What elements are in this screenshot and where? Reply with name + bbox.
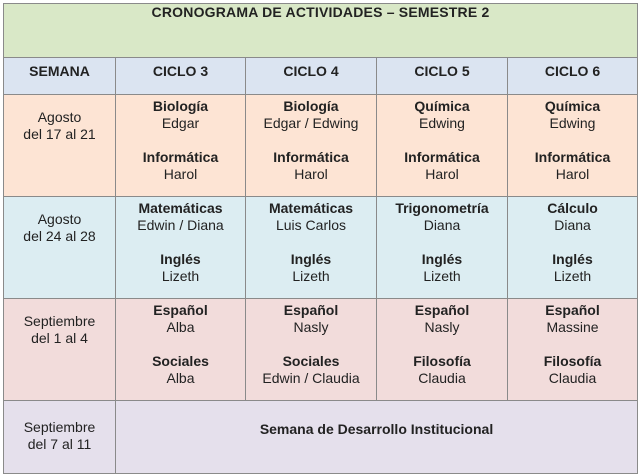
subject: Biología [152, 98, 209, 114]
cycle-cell [116, 197, 246, 299]
week-row-aug-17 [4, 95, 638, 197]
subject: Español [283, 302, 339, 318]
subject: Informática [404, 149, 480, 165]
teacher: Harol [294, 166, 328, 182]
cycle-cell [377, 197, 508, 299]
teacher: Lizeth [161, 268, 200, 284]
cycle-cell [508, 95, 638, 197]
header-ciclo-4: CICLO 4 [246, 58, 377, 95]
week-month: Septiembre [23, 419, 96, 435]
week-month: Agosto [37, 211, 82, 227]
header-ciclo-3: CICLO 3 [116, 58, 246, 95]
teacher: Diana [554, 217, 591, 233]
teacher: Nasly [293, 319, 329, 335]
subject: Sociales [282, 353, 340, 369]
subject: Español [545, 302, 600, 318]
teacher: Luis Carlos [275, 217, 347, 233]
subject: Informática [273, 149, 349, 165]
subject: Sociales [152, 353, 209, 369]
week-cell [4, 401, 116, 474]
institutional-week-event: Semana de Desarrollo Institucional [259, 421, 494, 437]
teacher: Alba [166, 319, 195, 335]
week-range: del 17 al 21 [23, 126, 96, 142]
schedule-title: CRONOGRAMA DE ACTIVIDADES – SEMESTRE 2 [4, 4, 638, 58]
header-ciclo-5: CICLO 5 [377, 58, 508, 95]
subject: Español [153, 302, 208, 318]
teacher: Edwing [549, 115, 596, 131]
header-row [4, 58, 638, 95]
header-semana: SEMANA [4, 58, 116, 95]
week-month: Septiembre [23, 313, 96, 329]
week-cell [4, 95, 116, 197]
subject: Cálculo [547, 200, 598, 216]
subject: Matemáticas [268, 200, 354, 216]
teacher: Harol [425, 166, 459, 182]
teacher: Claudia [418, 370, 466, 386]
teacher: Massine [546, 319, 599, 335]
subject: Español [414, 302, 470, 318]
cycle-cell [246, 299, 377, 401]
week-month: Agosto [37, 109, 82, 125]
subject: Inglés [421, 251, 463, 267]
week-row-sep-7 [4, 401, 638, 474]
teacher: Harol [555, 166, 590, 182]
subject: Filosofía [413, 353, 471, 369]
teacher: Edgar [161, 115, 200, 131]
week-cell [4, 299, 116, 401]
subject: Química [414, 98, 470, 114]
week-row-aug-24 [4, 197, 638, 299]
week-range: del 24 al 28 [23, 228, 96, 244]
cycle-cell [508, 299, 638, 401]
subject: Filosofía [543, 353, 602, 369]
teacher: Edgar / Edwing [263, 115, 359, 131]
cycle-cell [508, 197, 638, 299]
schedule-table [3, 3, 638, 474]
teacher: Claudia [548, 370, 597, 386]
title-row [4, 4, 638, 58]
subject: Trigonometría [395, 200, 489, 216]
subject: Matemáticas [138, 200, 223, 216]
cycle-cell [377, 299, 508, 401]
cycle-cell [377, 95, 508, 197]
subject: Biología [283, 98, 339, 114]
subject: Inglés [552, 251, 593, 267]
teacher: Edwin / Diana [137, 217, 224, 233]
teacher: Diana [423, 217, 461, 233]
subject: Inglés [290, 251, 332, 267]
event-cell [116, 401, 638, 474]
week-row-sep-1 [4, 299, 638, 401]
teacher: Lizeth [423, 268, 461, 284]
teacher: Nasly [424, 319, 460, 335]
teacher: Alba [166, 370, 195, 386]
cycle-cell [116, 299, 246, 401]
teacher: Edwing [419, 115, 465, 131]
subject: Inglés [160, 251, 201, 267]
teacher: Edwin / Claudia [262, 370, 360, 386]
cycle-cell [246, 197, 377, 299]
subject: Informática [534, 149, 611, 165]
teacher: Lizeth [553, 268, 592, 284]
week-range: del 7 al 11 [27, 436, 92, 452]
header-ciclo-6: CICLO 6 [508, 58, 638, 95]
week-cell [4, 197, 116, 299]
teacher: Harol [163, 166, 198, 182]
subject: Química [544, 98, 601, 114]
subject: Informática [142, 149, 219, 165]
teacher: Lizeth [292, 268, 330, 284]
cycle-cell [116, 95, 246, 197]
week-range: del 1 al 4 [31, 330, 88, 346]
cycle-cell [246, 95, 377, 197]
